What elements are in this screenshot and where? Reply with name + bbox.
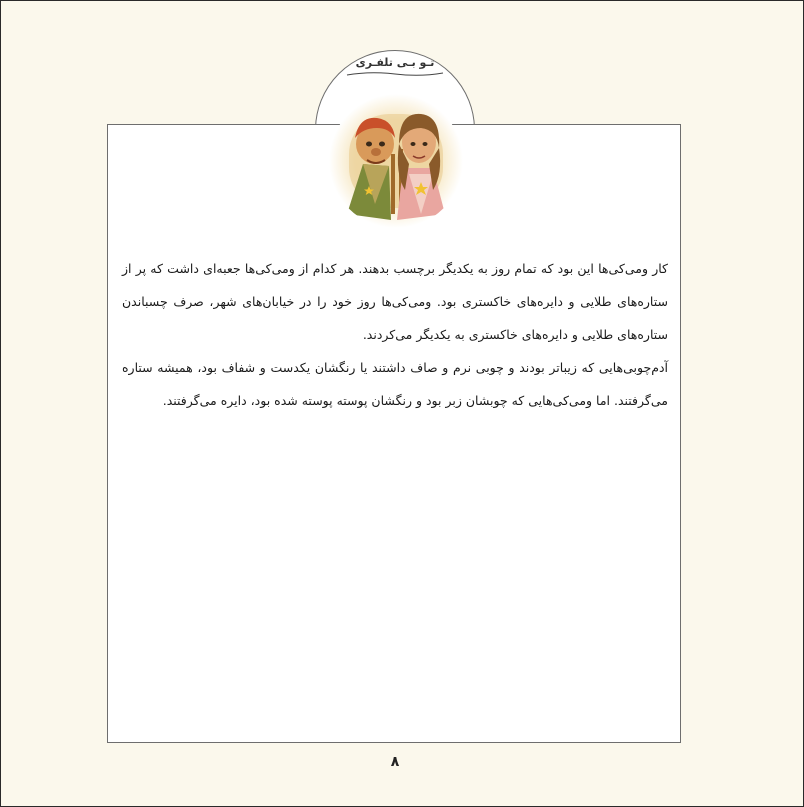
puppets-illustration-icon (329, 94, 463, 228)
flourish-icon (345, 70, 445, 78)
header-title: تـو بـی تلفـری (355, 56, 435, 69)
page-number: ۸ (390, 754, 400, 770)
paragraph-1: کار ومی‌کی‌ها این بود که تمام روز به یکدیگر برچسب بدهند. هر کدام از ومی‌کی‌ها جعبه‌ای داشت که پر از ستاره‌های طلایی و دایره‌های خاکستری بود. ومی‌کی‌ها روز خود را در خیابان‌های شهر، صرف چسباندن ستاره‌های طلایی و دایره‌های خاکستری به یکدیگر می‌کردند. (122, 261, 668, 342)
story-text (122, 252, 668, 417)
paragraph-2: آدم‌چوبی‌هایی که زیباتر بودند و چوبی نرم و صاف داشتند یا رنگشان یکدست و شفاف بود، همیشه ستاره می‌گرفتند. اما ومی‌کی‌هایی که چوبشان زبر بود و رنگشان پوسته پوسته شده بود، دایره می‌گرفتند. (122, 360, 668, 408)
